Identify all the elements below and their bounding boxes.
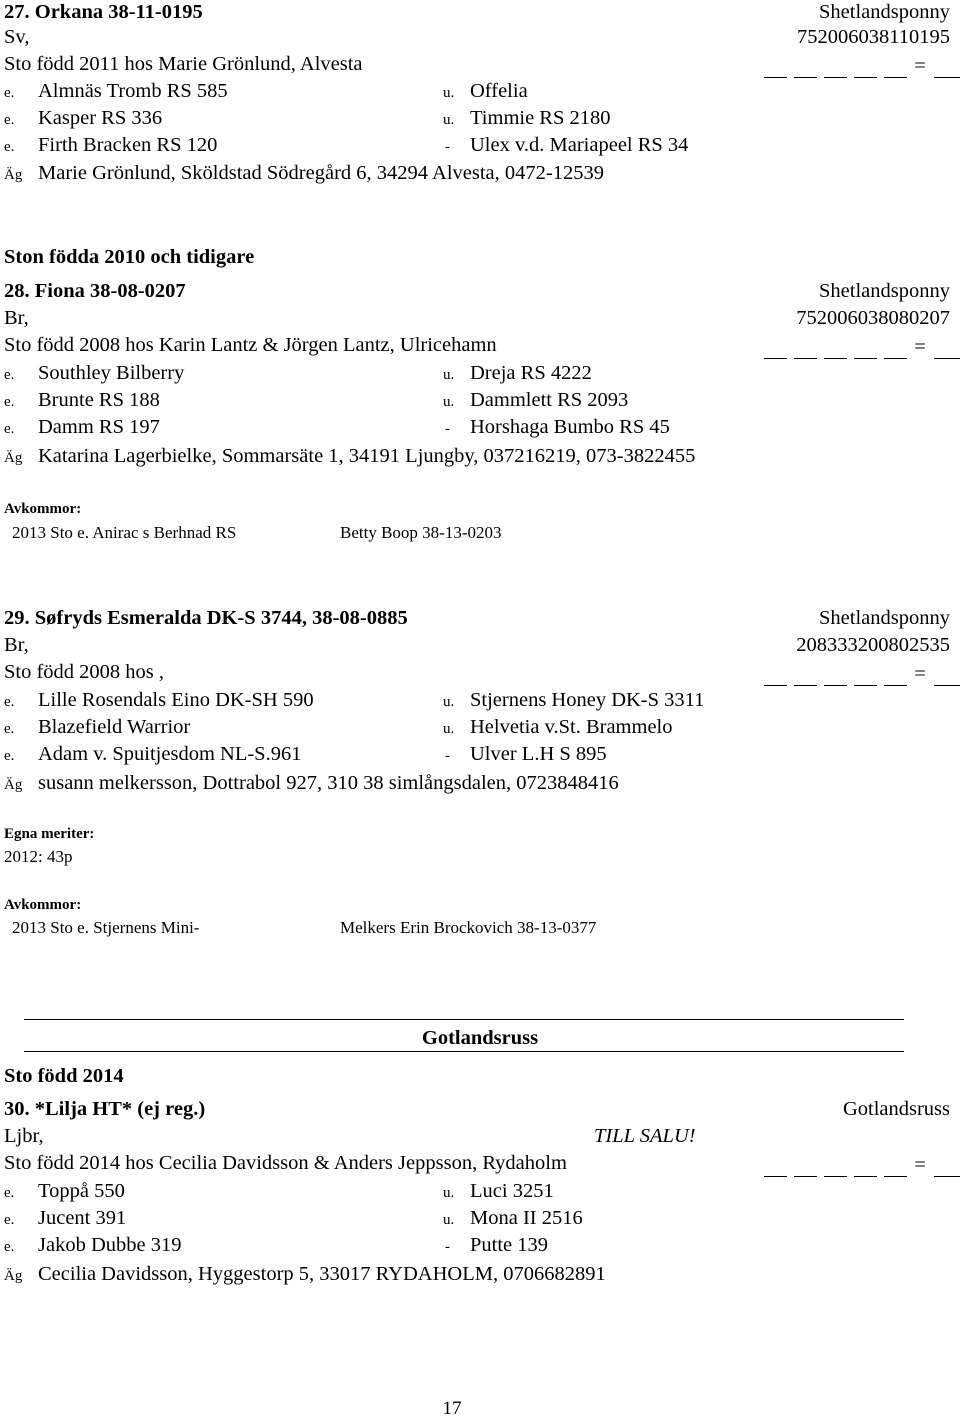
entry-29-merits-label: Egna meriter: — [4, 826, 95, 842]
entry-29-blanks: = — [764, 662, 960, 686]
owner-label: Äg — [4, 450, 23, 466]
entry-29-breed: Shetlandsponny — [819, 607, 950, 629]
dash-label: - — [445, 421, 450, 437]
entry-28-grandsire: Brunte RS 188 — [38, 389, 160, 411]
entry-29-offspring-label: Avkommor: — [4, 897, 82, 913]
entry-30-sale-note: TILL SALU! — [594, 1125, 696, 1147]
entry-30-greatgrandsire: Jakob Dubbe 319 — [38, 1234, 182, 1256]
entry-28-offspring: 2013 Sto e. Anirac s Berhnad RS — [12, 523, 237, 542]
sire-label: e. — [4, 721, 15, 737]
entry-28-born: Sto född 2008 hos Karin Lantz & Jörgen Lantz, Ulricehamn — [4, 334, 497, 356]
dam-label: u. — [443, 694, 455, 710]
entry-30-dam-sire: Putte 139 — [470, 1234, 549, 1256]
sire-label: e. — [4, 394, 15, 410]
dam-label: u. — [443, 112, 455, 128]
dam-label: u. — [443, 85, 455, 101]
entry-27-sire: Almnäs Tromb RS 585 — [38, 80, 228, 102]
dam-label: u. — [443, 721, 455, 737]
page-number: 17 — [442, 1398, 462, 1419]
entry-27-dam: Offelia — [470, 80, 528, 102]
entry-30-blanks: = — [764, 1153, 960, 1177]
section-heading-older: Ston födda 2010 och tidigare — [4, 246, 255, 268]
entry-29-offspring-name: Melkers Erin Brockovich 38-13-0377 — [340, 918, 597, 937]
entry-27-blanks: = — [764, 54, 960, 78]
sire-label: e. — [4, 85, 15, 101]
entry-27-grandsire: Kasper RS 336 — [38, 107, 163, 129]
entry-29-sire: Lille Rosendals Eino DK-SH 590 — [38, 689, 314, 711]
sire-label: e. — [4, 139, 15, 155]
dam-label: u. — [443, 1185, 455, 1201]
entry-29-owner: susann melkersson, Dottrabol 927, 310 38 simlångsdalen, 0723848416 — [38, 772, 619, 794]
entry-27-dam-sire: Ulex v.d. Mariapeel RS 34 — [470, 134, 689, 156]
entry-28-color: Br, — [4, 307, 29, 329]
entry-29-offspring: 2013 Sto e. Stjernens Mini- — [12, 918, 200, 937]
sire-label: e. — [4, 1185, 15, 1201]
sire-label: e. — [4, 1212, 15, 1228]
entry-29-granddam: Helvetia v.St. Brammelo — [470, 716, 673, 738]
section-rule-bottom — [24, 1051, 904, 1052]
entry-28-greatgrandsire: Damm RS 197 — [38, 416, 160, 438]
sire-label: e. — [4, 748, 15, 764]
entry-27-reg: 752006038110195 — [797, 26, 950, 48]
owner-label: Äg — [4, 167, 23, 183]
entry-27-greatgrandsire: Firth Bracken RS 120 — [38, 134, 218, 156]
entry-27-color: Sv, — [4, 26, 30, 48]
section-rule-top — [24, 1019, 904, 1020]
entry-30-title: 30. *Lilja HT* (ej reg.) — [4, 1098, 206, 1120]
entry-29-reg: 208333200802535 — [796, 634, 950, 656]
entry-28-title: 28. Fiona 38-08-0207 — [4, 280, 186, 302]
entry-27-born: Sto född 2011 hos Marie Grönlund, Alvesta — [4, 53, 363, 75]
entry-28-dam: Dreja RS 4222 — [470, 362, 592, 384]
dash-label: - — [445, 1239, 450, 1255]
entry-30-granddam: Mona II 2516 — [470, 1207, 583, 1229]
entry-27-breed: Shetlandsponny — [819, 1, 950, 23]
entry-30-breed: Gotlandsruss — [842, 1098, 950, 1120]
entry-28-reg: 752006038080207 — [796, 307, 950, 329]
entry-28-owner: Katarina Lagerbielke, Sommarsäte 1, 34191 Ljungby, 037216219, 073-3822455 — [38, 445, 696, 467]
entry-28-blanks: = — [764, 335, 960, 359]
section-heading-2014: Sto född 2014 — [4, 1065, 124, 1087]
sire-label: e. — [4, 367, 15, 383]
entry-30-grandsire: Jucent 391 — [38, 1207, 127, 1229]
entry-28-breed: Shetlandsponny — [819, 280, 950, 302]
entry-28-dam-sire: Horshaga Bumbo RS 45 — [470, 416, 670, 438]
dam-label: u. — [443, 367, 455, 383]
dash-label: - — [445, 748, 450, 764]
entry-29-greatgrandsire: Adam v. Spuitjesdom NL-S.961 — [38, 743, 302, 765]
sire-label: e. — [4, 112, 15, 128]
entry-29-born: Sto född 2008 hos , — [4, 661, 165, 683]
entry-29-dam-sire: Ulver L.H S 895 — [470, 743, 607, 765]
entry-29-grandsire: Blazefield Warrior — [38, 716, 191, 738]
dam-label: u. — [443, 1212, 455, 1228]
dash-label: - — [445, 139, 450, 155]
entry-30-color: Ljbr, — [4, 1125, 44, 1147]
entry-29-merits: 2012: 43p — [4, 847, 73, 866]
owner-label: Äg — [4, 777, 23, 793]
entry-27-owner: Marie Grönlund, Sköldstad Södregård 6, 34294 Alvesta, 0472-12539 — [38, 162, 604, 184]
section-heading-gotland: Gotlandsruss — [421, 1027, 539, 1049]
entry-27-granddam: Timmie RS 2180 — [470, 107, 611, 129]
entry-29-color: Br, — [4, 634, 29, 656]
entry-29-title: 29. Søfryds Esmeralda DK-S 3744, 38-08-0885 — [4, 607, 408, 629]
owner-label: Äg — [4, 1268, 23, 1284]
entry-28-offspring-name: Betty Boop 38-13-0203 — [340, 523, 502, 542]
entry-29-dam: Stjernens Honey DK-S 3311 — [470, 689, 705, 711]
entry-30-dam: Luci 3251 — [470, 1180, 554, 1202]
entry-28-sire: Southley Bilberry — [38, 362, 185, 384]
entry-30-born: Sto född 2014 hos Cecilia Davidsson & Anders Jeppsson, Rydaholm — [4, 1152, 567, 1174]
entry-27-title: 27. Orkana 38-11-0195 — [4, 1, 203, 23]
entry-28-offspring-label: Avkommor: — [4, 501, 82, 517]
sire-label: e. — [4, 694, 15, 710]
dam-label: u. — [443, 394, 455, 410]
entry-30-sire: Toppå 550 — [38, 1180, 125, 1202]
sire-label: e. — [4, 1239, 15, 1255]
entry-30-owner: Cecilia Davidsson, Hyggestorp 5, 33017 RYDAHOLM, 0706682891 — [38, 1263, 606, 1285]
entry-28-granddam: Dammlett RS 2093 — [470, 389, 629, 411]
sire-label: e. — [4, 421, 15, 437]
